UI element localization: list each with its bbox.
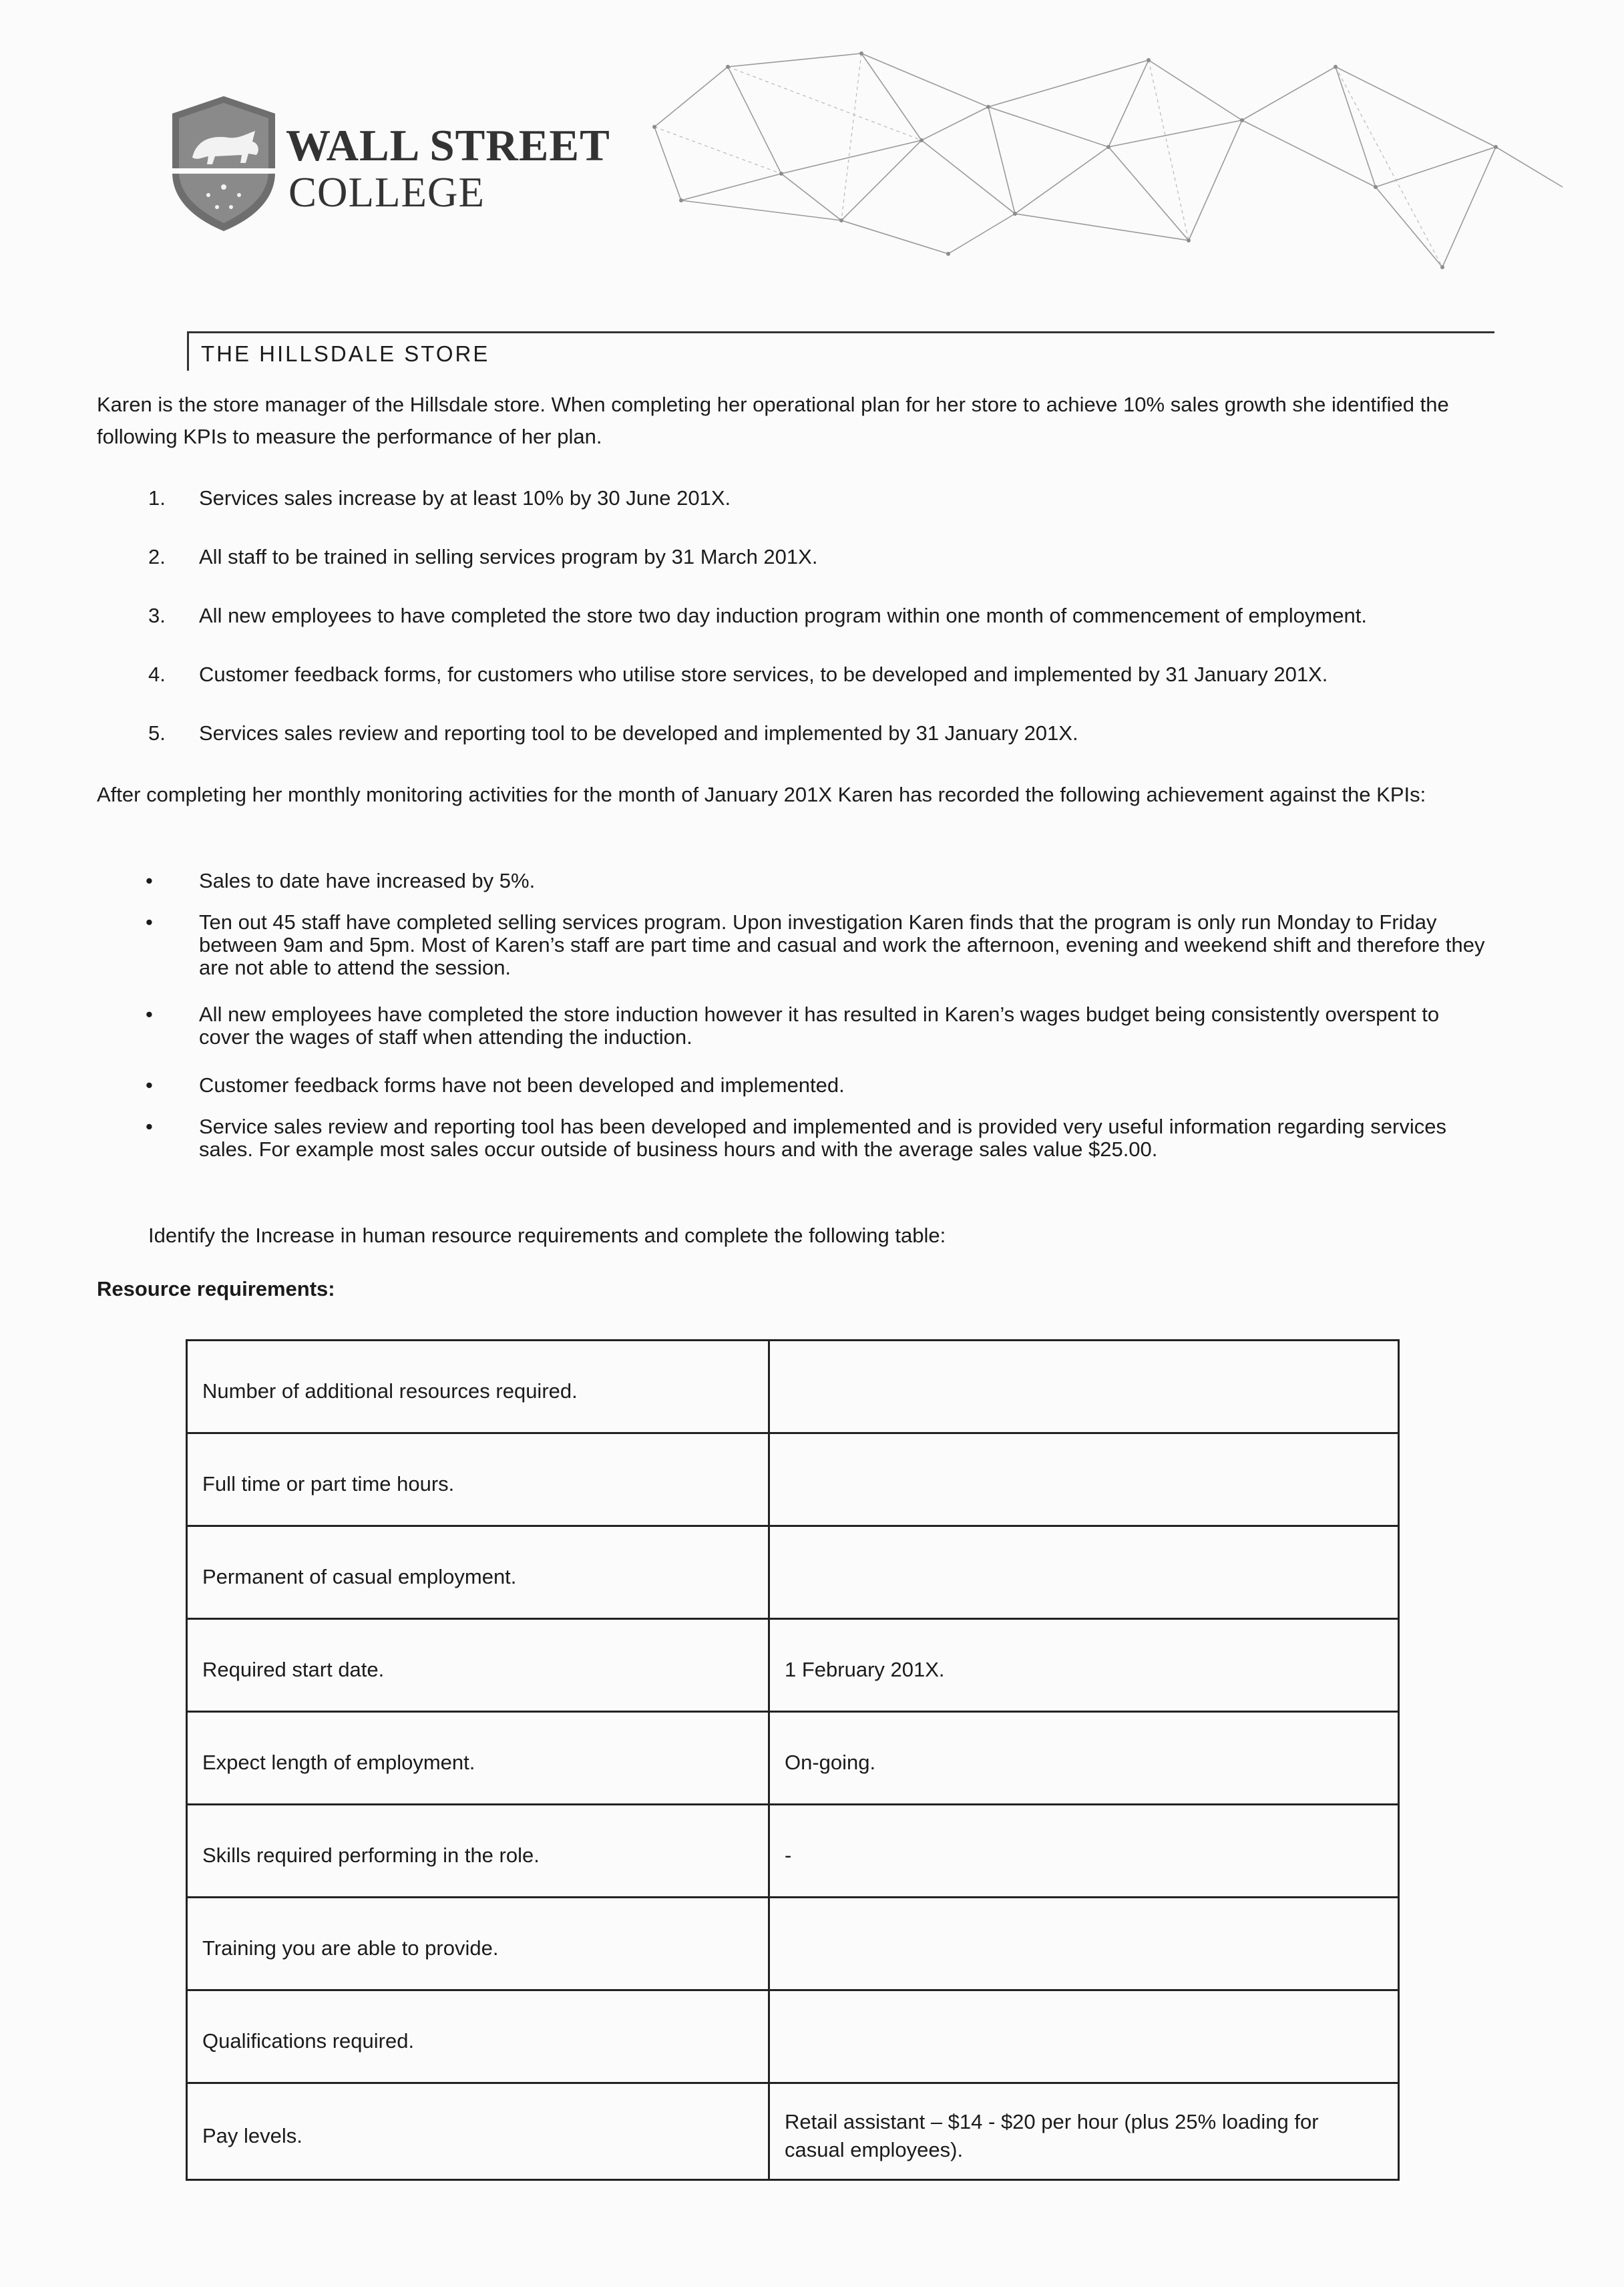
achievement-text: Ten out 45 staff have completed selling services program. Upon investigation Karen finds that the program is only run Monday to Friday between 9am and 5pm. Most of Karen’s staff are part time and casual and work the afternoon, evening and weekend shift and therefore they are not able to attend the session. xyxy=(199,910,1485,979)
row-value[interactable]: On-going. xyxy=(769,1712,1399,1805)
monitoring-paragraph: After completing her monthly monitoring activities for the month of January 201X Karen has recorded the following achievement against the KPIs: xyxy=(97,783,1426,806)
college-name-line1: WALL STREET xyxy=(286,121,610,170)
table-row xyxy=(187,1898,1399,1990)
kpi-text: Services sales review and reporting tool to be developed and implemented by 31 January 201X. xyxy=(199,721,1078,745)
row-label: Skills required performing in the role. xyxy=(187,1805,769,1898)
kpi-number: 2. xyxy=(148,545,166,568)
row-value[interactable] xyxy=(769,1990,1399,2083)
kpi-number: 5. xyxy=(148,721,166,745)
row-label: Pay levels. xyxy=(187,2083,769,2180)
table-row xyxy=(187,1619,1399,1712)
table-row xyxy=(187,1433,1399,1526)
kpi-number: 1. xyxy=(148,486,166,510)
table-row xyxy=(187,1990,1399,2083)
kpi-number: 3. xyxy=(148,604,166,627)
row-label: Full time or part time hours. xyxy=(187,1433,769,1526)
row-value[interactable]: 1 February 201X. xyxy=(769,1619,1399,1712)
row-value[interactable] xyxy=(769,1341,1399,1433)
row-value[interactable] xyxy=(769,1433,1399,1526)
bullet-marker: • xyxy=(146,910,153,934)
decorative-network-graphic xyxy=(641,40,1576,281)
row-label: Training you are able to provide. xyxy=(187,1898,769,1990)
kpi-text: Services sales increase by at least 10% by 30 June 201X. xyxy=(199,486,731,510)
row-label: Number of additional resources required. xyxy=(187,1341,769,1433)
row-value[interactable]: - xyxy=(769,1805,1399,1898)
achievement-text: Service sales review and reporting tool has been developed and implemented and is provided very useful information regarding services sales. For example most sales occur outside of business hours and with the average sales value $25.00. xyxy=(199,1115,1446,1161)
intro-paragraph: Karen is the store manager of the Hillsdale store. When completing her operational plan for her store to achieve 10% sales growth she identified the following KPIs to measure the performance of her plan. xyxy=(97,393,1449,448)
bullet-marker: • xyxy=(146,1073,153,1097)
bull-shield-icon xyxy=(167,94,280,234)
achievement-text: Customer feedback forms have not been developed and implemented. xyxy=(199,1073,845,1097)
table-row xyxy=(187,1712,1399,1805)
college-logo xyxy=(167,94,608,240)
achievement-text: Sales to date have increased by 5%. xyxy=(199,869,536,892)
kpi-text: All new employees to have completed the store two day induction program within one month of commencement of employment. xyxy=(199,604,1367,627)
college-name-line2: COLLEGE xyxy=(288,169,485,216)
kpi-text: All staff to be trained in selling services program by 31 March 201X. xyxy=(199,545,818,568)
kpi-text: Customer feedback forms, for customers who utilise store services, to be developed and implemented by 31 January 201X. xyxy=(199,663,1328,686)
table-row xyxy=(187,1526,1399,1619)
bullet-marker: • xyxy=(146,869,153,892)
bullet-marker: • xyxy=(146,1115,153,1138)
resource-heading: Resource requirements: xyxy=(97,1277,335,1300)
row-label: Required start date. xyxy=(187,1619,769,1712)
section-header xyxy=(187,331,1494,371)
row-label: Qualifications required. xyxy=(187,1990,769,2083)
achievement-text: All new employees have completed the store induction however it has resulted in Karen’s wages budget being consistently overspent to cover the wages of staff when attending the induction. xyxy=(199,1003,1440,1049)
row-label: Permanent of casual employment. xyxy=(187,1526,769,1619)
section-title: THE HILLSDALE STORE xyxy=(201,341,490,366)
table-row xyxy=(187,2083,1399,2180)
row-value[interactable] xyxy=(769,1526,1399,1619)
kpi-number: 4. xyxy=(148,663,166,686)
table-row xyxy=(187,1805,1399,1898)
bullet-marker: • xyxy=(146,1003,153,1026)
row-label: Expect length of employment. xyxy=(187,1712,769,1805)
resource-table xyxy=(186,1339,1400,2181)
row-value[interactable]: Retail assistant – $14 - $20 per hour (plus 25% loading for casual employees). xyxy=(769,2083,1399,2180)
instruction-text: Identify the Increase in human resource requirements and complete the following table: xyxy=(148,1224,946,1247)
table-row xyxy=(187,1341,1399,1433)
row-value[interactable] xyxy=(769,1898,1399,1990)
